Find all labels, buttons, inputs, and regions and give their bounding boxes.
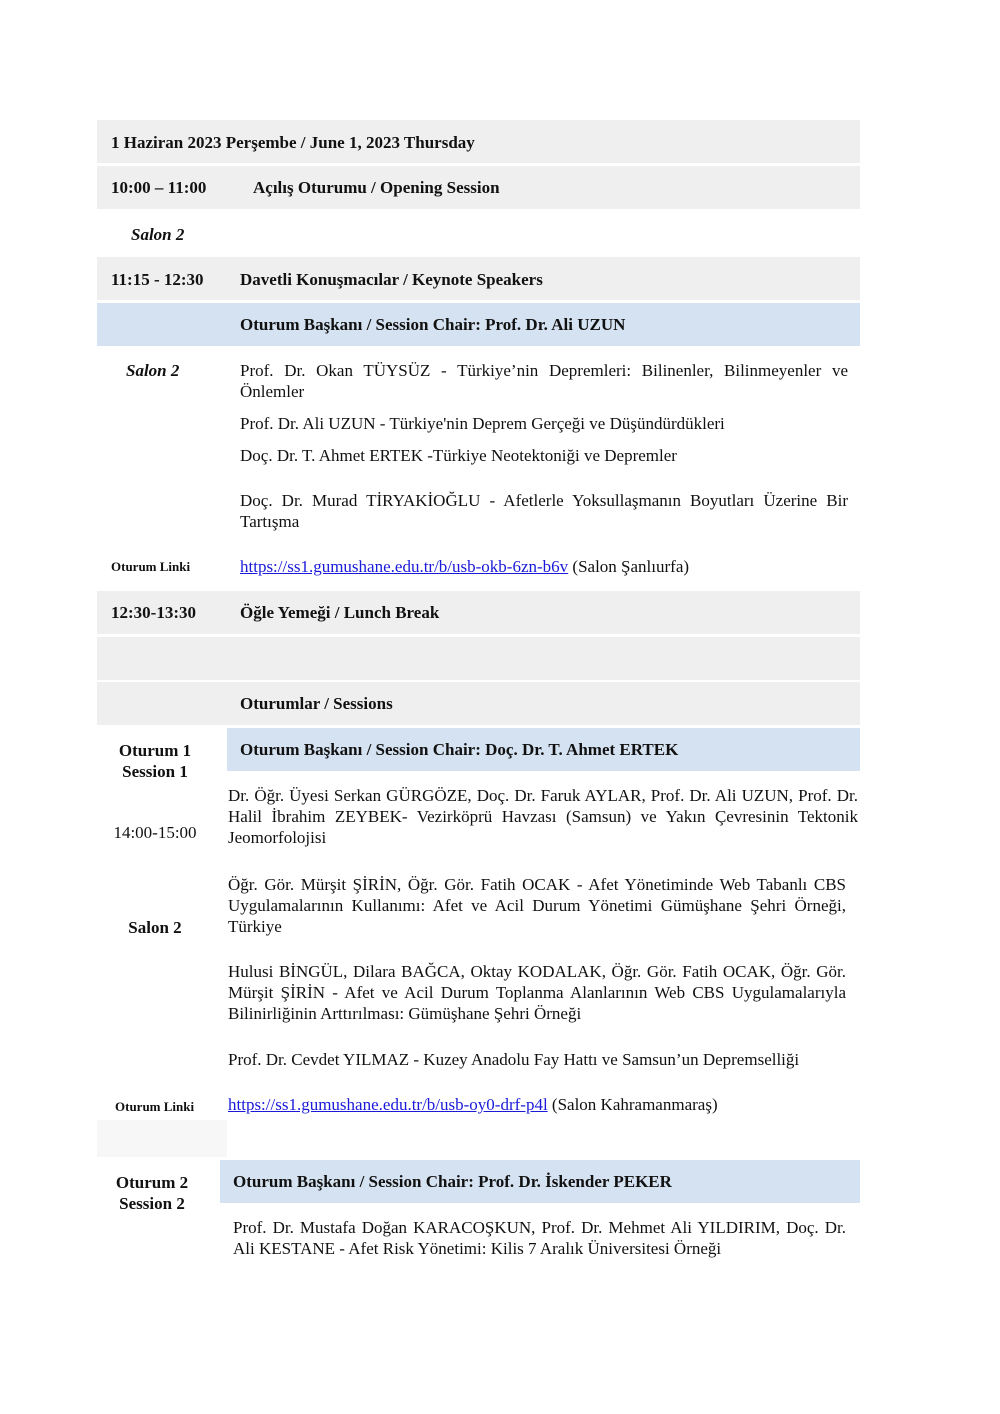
lunch-title: Öğle Yemeği / Lunch Break	[240, 603, 440, 622]
session1-chair: Oturum Başkanı / Session Chair: Doç. Dr. T. Ahmet ERTEK	[240, 740, 679, 759]
session1-talk: Dr. Öğr. Üyesi Serkan GÜRGÖZE, Doç. Dr. Faruk AYLAR, Prof. Dr. Ali UZUN, Prof. Dr. Halil İbrahim ZEYBEK- Vezirköprü Havzası (Samsun) ve Yakın Çevresinin Tektonik Jeomorfolojisi	[228, 786, 858, 847]
session2-label-en: Session 2	[119, 1194, 185, 1213]
opening-salon: Salon 2	[131, 225, 185, 244]
session2-talk: Prof. Dr. Mustafa Doğan KARACOŞKUN, Prof. Dr. Mehmet Ali YILDIRIM, Doç. Dr. Ali KESTANE - Afet Risk Yönetimi: Kilis 7 Aralık Üniversitesi Örneği	[233, 1218, 846, 1258]
keynote-session-link[interactable]: https://ss1.gumushane.edu.tr/b/usb-okb-6zn-b6v	[240, 557, 569, 576]
keynote-talk: Doç. Dr. Murad TİRYAKİOĞLU - Afetlerle Yoksullaşmanın Boyutları Üzerine Bir Tartışma	[240, 491, 848, 531]
keynote-link-note: (Salon Şanlıurfa)	[572, 557, 690, 576]
keynote-title: Davetli Konuşmacılar / Keynote Speakers	[240, 270, 543, 289]
lunch-time: 12:30-13:30	[111, 603, 196, 622]
session1-session-link[interactable]: https://ss1.gumushane.edu.tr/b/usb-oy0-drf-p4l	[228, 1095, 548, 1114]
session1-talk: Öğr. Gör. Mürşit ŞİRİN, Öğr. Gör. Fatih OCAK - Afet Yönetiminde Web Tabanlı CBS Uygulamalarının Kullanımı: Afet ve Acil Durum Yönetimi Gümüşhane Şehri Örneği, Türkiye	[228, 875, 846, 936]
sessions-header: Oturumlar / Sessions	[240, 694, 393, 713]
opening-title: Açılış Oturumu / Opening Session	[253, 178, 500, 197]
keynote-chair: Oturum Başkanı / Session Chair: Prof. Dr. Ali UZUN	[240, 315, 626, 334]
keynote-salon: Salon 2	[126, 361, 180, 380]
keynote-talk: Doç. Dr. T. Ahmet ERTEK -Türkiye Neotektoniği ve Depremler	[240, 446, 677, 465]
session1-label-en: Session 1	[122, 762, 188, 781]
sessions-header-row	[97, 682, 860, 725]
session1-time: 14:00-15:00	[113, 823, 197, 842]
session2-label	[97, 1172, 207, 1214]
session1-talk: Hulusi BİNGÜL, Dilara BAĞCA, Oktay KODALAK, Öğr. Gör. Fatih OCAK, Öğr. Gör. Mürşit ŞİRİN - Afet ve Acil Durum Toplanma Alanlarının Web CBS Uygulamalarıyla Bilinirliğinin Arttırılması: Gümüşhane Şehri Örneği	[228, 962, 846, 1023]
session2-label-tr: Oturum 2	[115, 1173, 189, 1192]
opening-time: 10:00 – 11:00	[111, 178, 207, 197]
keynote-time: 11:15 - 12:30	[111, 270, 204, 289]
session1-talk: Prof. Dr. Cevdet YILMAZ - Kuzey Anadolu Fay Hattı ve Samsun’un Depremselliği	[228, 1050, 800, 1069]
session1-link-line	[228, 1095, 718, 1115]
session1-salon: Salon 2	[128, 918, 182, 937]
lunch-row	[97, 591, 860, 634]
session2-chair: Oturum Başkanı / Session Chair: Prof. Dr. İskender PEKER	[233, 1172, 672, 1191]
session1-label	[97, 740, 213, 782]
keynote-talk: Prof. Dr. Okan TÜYSÜZ - Türkiye’nin Depremleri: Bilinenler, Bilinmeyenler ve Önlemler	[240, 361, 848, 401]
keynote-talk: Prof. Dr. Ali UZUN - Türkiye'nin Deprem Gerçeği ve Düşündürdükleri	[240, 414, 725, 433]
keynote-link-label: Oturum Linki	[111, 559, 191, 574]
session1-link-label: Oturum Linki	[115, 1099, 195, 1114]
session1-label-tr: Oturum 1	[118, 741, 192, 760]
session1-footer-cell	[97, 1120, 227, 1157]
keynote-link-line	[240, 557, 689, 577]
session1-link-note: (Salon Kahramanmaraş)	[551, 1095, 718, 1114]
spacer-row	[97, 637, 860, 680]
day-header: 1 Haziran 2023 Perşembe / June 1, 2023 Thursday	[111, 133, 475, 152]
